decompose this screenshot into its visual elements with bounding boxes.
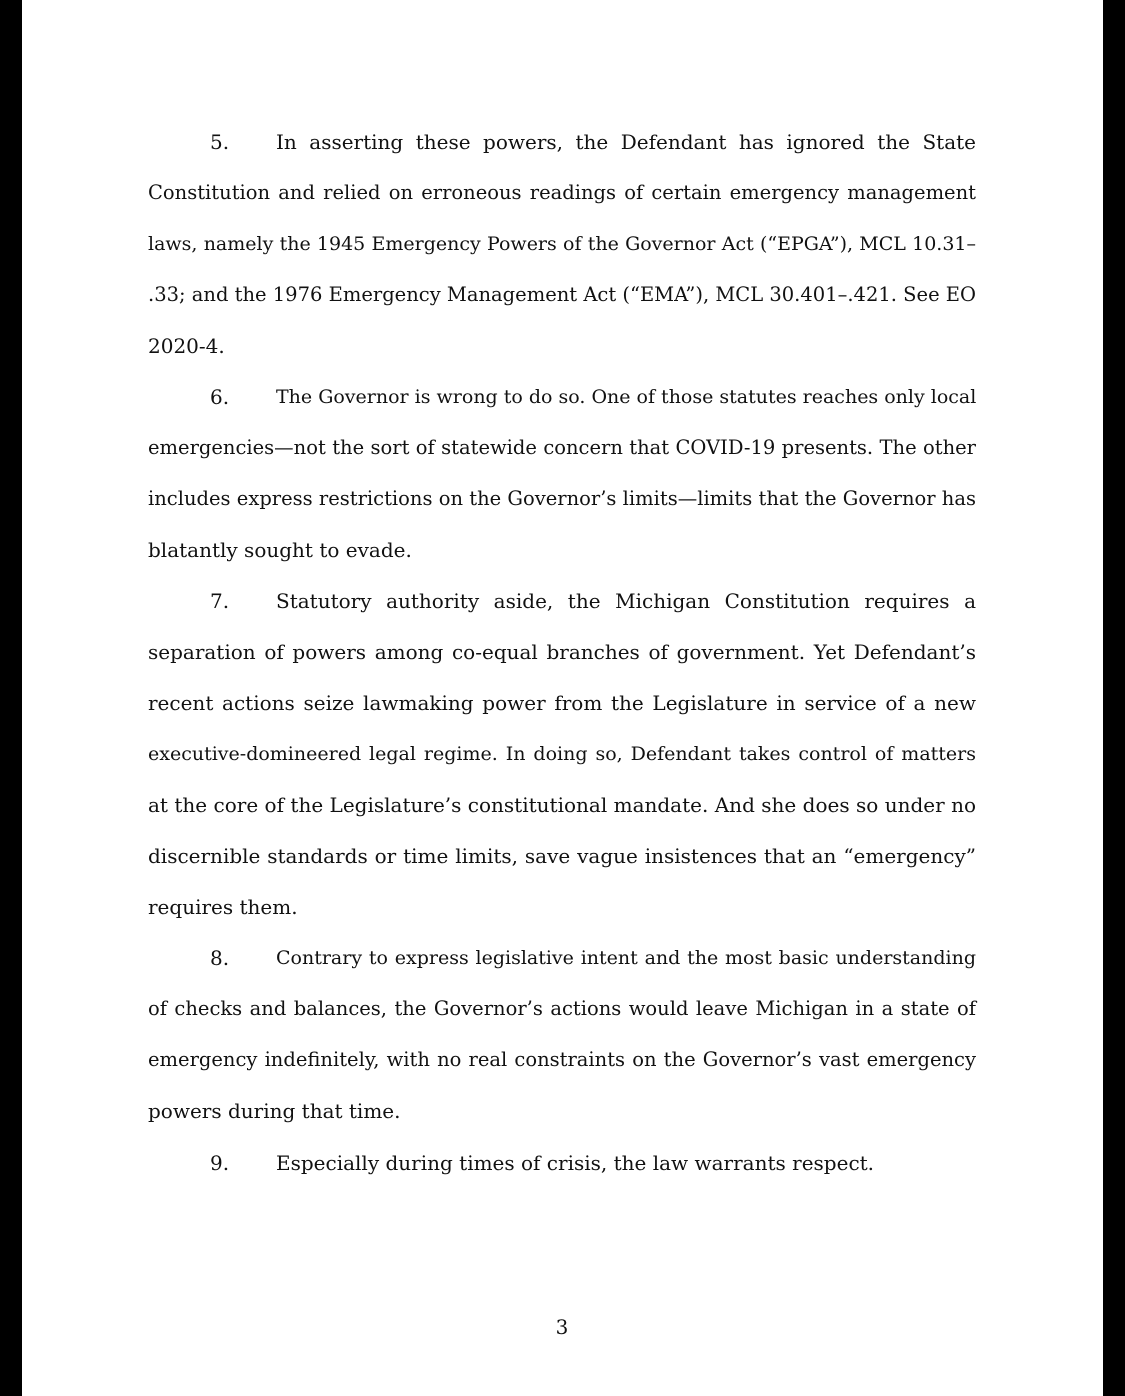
paragraph-5-line-5: 2020-4. [148, 334, 225, 358]
paragraph-6-line-4: blatantly sought to evade. [148, 538, 412, 562]
paragraph-7-line-7: requires them. [148, 895, 298, 919]
document-page [22, 0, 1103, 1396]
paragraph-8-line-2: of checks and balances, the Governor’s actions would leave Michigan in a state of [148, 997, 976, 1020]
paragraph-8-line-3: emergency indefinitely, with no real constraints on the Governor’s vast emergency [148, 1048, 976, 1071]
paragraph-7-line-2: separation of powers among co-equal branches of government. Yet Defendant’s [148, 640, 976, 664]
paragraph-7-line-5: at the core of the Legislature’s constitutional mandate. And she does so under no [148, 793, 976, 817]
paragraph-7-line-1: Statutory authority aside, the Michigan Constitution requires a [276, 589, 976, 613]
paragraph-7-line-3: recent actions seize lawmaking power from the Legislature in service of a new [148, 691, 976, 715]
paragraph-5-line-4: .33; and the 1976 Emergency Management Act (“EMA”), MCL 30.401–.421. See EO [148, 283, 977, 306]
paragraph-9-number: 9. [210, 1151, 230, 1175]
paragraph-6-line-2: emergencies—not the sort of statewide concern that COVID-19 presents. The other [148, 436, 976, 459]
paragraph-5-line-3: laws, namely the 1945 Emergency Powers of the Governor Act (“EPGA”), MCL 10.31– [148, 233, 976, 255]
paragraph-9-line-1: Especially during times of crisis, the law warrants respect. [276, 1151, 875, 1175]
paragraph-6-line-1: The Governor is wrong to do so. One of those statutes reaches only local [276, 386, 977, 408]
paragraph-8-line-1: Contrary to express legislative intent and the most basic understanding [276, 947, 976, 969]
paragraph-5-line-2: Constitution and relied on erroneous readings of certain emergency management [148, 181, 976, 204]
paragraph-8-number: 8. [210, 946, 230, 970]
paragraph-6-line-3: includes express restrictions on the Governor’s limits—limits that the Governor has [148, 487, 976, 510]
paragraph-8-line-4: powers during that time. [148, 1099, 401, 1123]
paragraph-5-number: 5. [210, 130, 230, 154]
paragraph-6-number: 6. [210, 385, 230, 409]
paragraph-5-line-1: In asserting these powers, the Defendant has ignored the State [276, 130, 976, 154]
paragraph-7-line-6: discernible standards or time limits, save vague insistences that an “emergency” [148, 844, 976, 868]
paragraph-7-line-4: executive-domineered legal regime. In doing so, Defendant takes control of matters [148, 743, 976, 765]
page-number: 3 [555, 1315, 569, 1339]
paragraph-7-number: 7. [210, 589, 230, 613]
